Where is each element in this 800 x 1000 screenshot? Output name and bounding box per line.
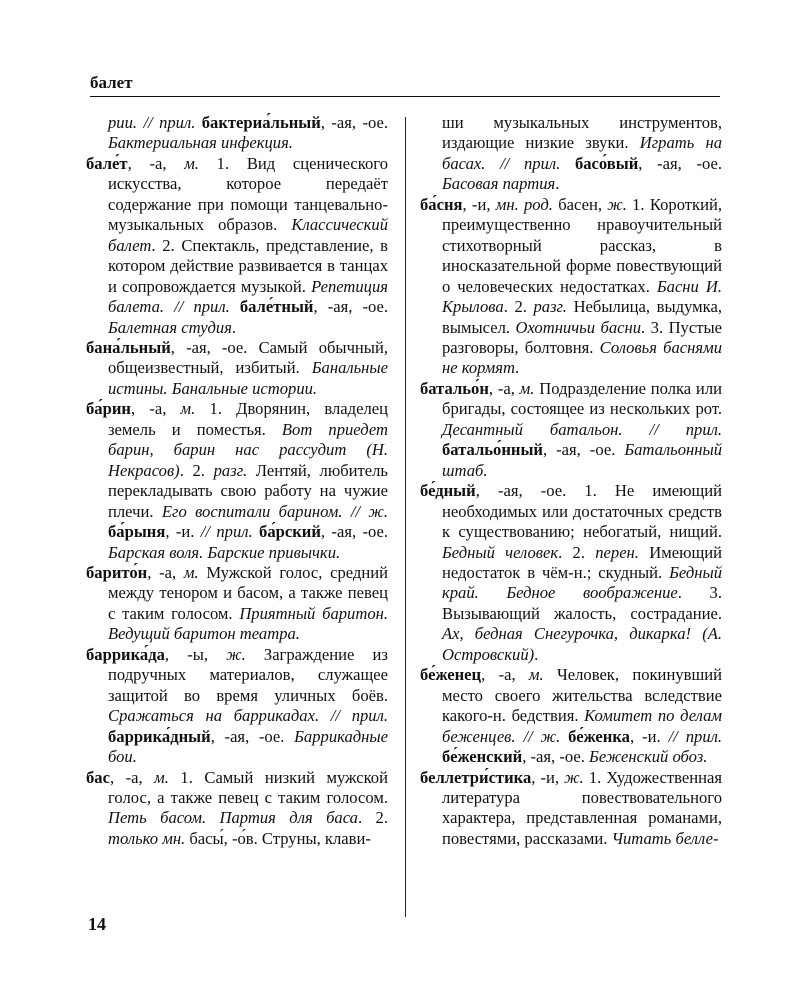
header-headword: балет	[90, 73, 133, 92]
definition-text: Имеющий недостаток в чём-н.; скудный.	[442, 542, 723, 582]
definition-text: , -ая, -ое.	[542, 440, 625, 460]
definition-text: , -а,	[130, 399, 181, 419]
definition-text: 1. Короткий, преимущественно нравоучительный стихотворный рассказ, в иносказательной форме повествующий о человеческих недостатках.	[442, 194, 722, 296]
definition-text: Лентяй, любитель перекладывать свою работу на чужие плечи.	[108, 460, 388, 521]
definition-text: , -ая, -ое.	[313, 297, 388, 317]
definition-text: . 2. Спектакль, представление, в котором действие развивается в танцах и сопровождается музыкой.	[108, 235, 388, 296]
definition-text: , -а,	[481, 665, 529, 685]
italic-text: м.	[180, 399, 196, 419]
italic-text: Баррикадные бои.	[108, 726, 388, 767]
dictionary-entry	[420, 767, 722, 850]
definition-text: . 2.	[357, 808, 388, 828]
definition-text: . 3. Вызывающий жалость, сострадание.	[442, 583, 722, 623]
definition-text: , -а,	[488, 378, 520, 398]
definition-text: .	[555, 174, 560, 194]
headword: ба́рский	[259, 522, 321, 542]
definition-text: .	[514, 358, 520, 378]
definition-text: , -а,	[147, 562, 184, 582]
italic-text: Беженский обоз.	[589, 747, 708, 767]
dictionary-entry	[86, 153, 388, 338]
headword: бактериа́льный	[201, 113, 321, 132]
headword: ба́рыня	[108, 522, 166, 542]
italic-text: Бедный человек	[442, 542, 559, 562]
page-number: 14	[88, 914, 106, 934]
definition-text: басы́, -о́в. Струны, клави-	[185, 828, 371, 848]
definition-text: басен,	[552, 194, 608, 214]
definition-text: Мужской голос, средний между тенором и басом, а также певец с таким голосом.	[108, 562, 388, 623]
italic-text: Десантный батальон. // прил.	[442, 419, 722, 439]
headword: бана́льный	[86, 337, 171, 357]
definition-text: .	[534, 644, 539, 664]
dictionary-entry	[420, 665, 722, 767]
definition-text: 1. Художественная литература повествовательного характера, представленная романами, повестями, рассказами.	[442, 767, 722, 848]
italic-text: Читать белле-	[611, 828, 719, 848]
definition-text: 1. Дворянин, владелец земель и поместья.	[108, 399, 388, 439]
headword: барито́н	[86, 562, 148, 582]
italic-text: Приятный баритон. Ведущий баритон театра.	[108, 603, 388, 644]
italic-text: разг.	[533, 297, 567, 317]
headword: бе́женка	[568, 726, 630, 746]
headword: баррика́дный	[108, 726, 211, 746]
left-column	[86, 113, 388, 849]
definition-text: . 2.	[558, 542, 596, 562]
headword: беллетри́стика	[420, 767, 532, 787]
definition-text: .	[231, 317, 237, 337]
italic-text: Бедный край. Бедное воображение	[442, 562, 722, 603]
definition-text: Подразделение полка или бригады, состоящее из нескольких рот.	[442, 378, 722, 419]
headword: бе́дный	[420, 481, 476, 501]
italic-text: Петь басом. Партия для баса	[108, 808, 358, 828]
headword: басо́вый	[574, 153, 639, 173]
dictionary-entry	[86, 644, 388, 768]
headword: бале́т	[86, 153, 128, 173]
definition-text: , -ая, -ое. Самый обычный, общеизвестный, избитый.	[108, 337, 388, 378]
definition-text: Заграждение из подручных материалов, служащее защитой во время уличных боёв.	[108, 644, 388, 705]
entry-continuation	[108, 113, 388, 154]
definition-text: , -и.	[165, 522, 201, 542]
italic-text: Басни И. Крылова	[442, 276, 722, 317]
definition-text: , -ая, -ое.	[320, 113, 388, 132]
italic-text: рии. // прил.	[108, 113, 202, 132]
right-column	[420, 113, 722, 849]
headword: бе́женский	[442, 747, 523, 767]
entry-continuation	[442, 113, 722, 195]
headword: батальо́нный	[442, 440, 543, 460]
italic-text: // прил.	[200, 522, 260, 542]
definition-text: Человек, покинувший место своего жительства вследствие какого-н. бедствия.	[442, 665, 722, 726]
italic-text: Классический балет	[108, 215, 388, 255]
italic-text: Банальные истины. Банальные истории.	[108, 358, 388, 398]
dictionary-entry	[86, 337, 388, 399]
definition-text: ши музыкальных инструментов, издающие низкие звуки.	[442, 113, 722, 153]
italic-text: Играть на басах. // прил.	[442, 133, 723, 173]
definition-text: , -а,	[127, 153, 185, 173]
headword: баррика́да	[86, 644, 165, 664]
italic-text: Басовая партия	[442, 174, 556, 194]
dictionary-entry	[420, 481, 723, 665]
running-header	[90, 70, 720, 97]
definition-text: , -и,	[531, 767, 565, 787]
dictionary-entry	[86, 767, 388, 850]
definition-text: , -ая, -ое.	[638, 153, 722, 173]
italic-text: ж.	[607, 194, 627, 214]
headword: ба́сня	[420, 194, 463, 214]
definition-text: , -ы,	[164, 644, 227, 664]
italic-text: Репетиция балета. // прил.	[108, 276, 388, 317]
italic-text: м.	[528, 665, 544, 685]
column-divider	[405, 117, 406, 917]
italic-text: ж.	[564, 767, 584, 787]
definition-text: , -и.	[629, 726, 669, 746]
italic-text: перен.	[595, 542, 639, 562]
italic-text: Охотничьи басни	[515, 317, 642, 337]
definition-text: . 2.	[503, 297, 534, 317]
italic-text: Соловья баснями не кормят	[442, 337, 722, 378]
italic-text: Батальонный штаб.	[442, 440, 722, 480]
definition-text: , -ая, -ое.	[522, 747, 590, 767]
italic-text: Барская воля. Барские привычки.	[108, 542, 341, 562]
italic-text: Ах, бедная Снегурочка, дикарка! (А. Островский)	[442, 624, 722, 664]
definition-text: Небылица, выдумка, вымысел.	[442, 297, 722, 337]
italic-text: Комитет по делам беженцев. // ж.	[442, 706, 722, 746]
italic-text: Вот приедет барин, барин нас рассудит (Н. Некрасов)	[108, 419, 388, 480]
italic-text: Сражаться на баррикадах. // прил.	[108, 706, 388, 726]
italic-text: м.	[183, 562, 199, 582]
headword: бале́тный	[239, 297, 314, 317]
definition-text: , -а,	[109, 767, 155, 787]
headword: бас	[86, 767, 110, 787]
italic-text: ж.	[226, 644, 246, 664]
headword: ба́рин	[86, 399, 131, 419]
definition-text: , -ая, -ое. 1. Не имеющий необходимых или достаточных средств к существованию; небогатый, нищий.	[442, 481, 722, 542]
italic-text: только мн.	[108, 828, 186, 848]
italic-text: м.	[519, 378, 535, 398]
definition-text: . 2.	[179, 460, 214, 480]
headword: батальо́н	[420, 378, 489, 398]
definition-text: , -ая, -ое.	[320, 522, 389, 542]
dictionary-entry	[86, 562, 388, 645]
dictionary-entry	[86, 399, 389, 563]
headword: бе́женец	[420, 665, 482, 685]
definition-text: . 3. Пустые разговоры, болтовня.	[442, 317, 722, 357]
italic-text: Балетная студия	[108, 317, 232, 337]
dictionary-entry	[420, 194, 722, 379]
italic-text: // прил.	[668, 726, 722, 746]
italic-text: Его воспитали барином. // ж.	[161, 501, 388, 521]
italic-text: м.	[154, 767, 169, 787]
italic-text: Бактериальная инфекция.	[108, 133, 293, 153]
dictionary-entry	[420, 378, 722, 481]
definition-text: , -и,	[462, 194, 496, 214]
italic-text: мн. род.	[495, 194, 553, 214]
definition-text: 1. Вид сценического искусства, которое передаёт содержание при помощи танцевально-музыкальных образов.	[108, 153, 388, 235]
italic-text: м.	[184, 153, 199, 173]
italic-text: разг.	[213, 460, 248, 480]
definition-text: 1. Самый низкий мужской голос, а также певец с таким голосом.	[108, 767, 388, 807]
definition-text: , -ая, -ое.	[210, 726, 295, 746]
